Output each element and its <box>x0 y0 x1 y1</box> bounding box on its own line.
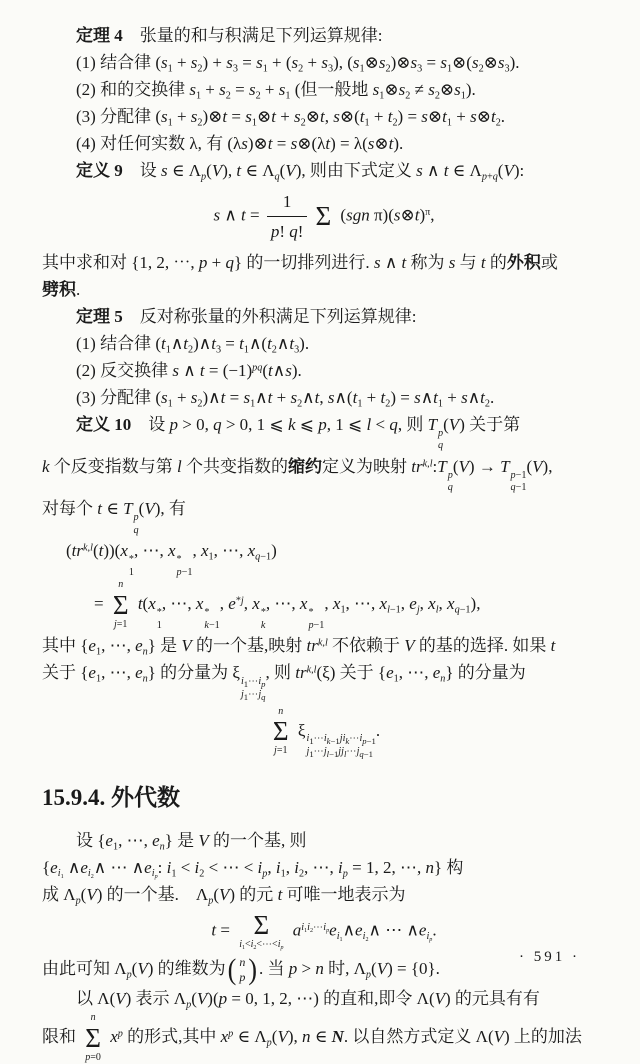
theorem-4-heading: 定理 4 张量的和与积满足下列运算规律: <box>76 26 383 45</box>
expansion-formula: t = Σ $i_1<i_2<\cdots<i_p$ $a^{i_1i_2\cdots i_p}e_{i_1}\wedge e_{i_2}\wedge$ ⋯ $\wedge e_{i_p}$. <box>211 909 437 951</box>
wedge-product-formula: s ∧ t = $\frac{1}{p! q!}$ Σ (sgn π)(s⊗t)$^\pi$, <box>42 188 606 245</box>
exterior-basis-line-2: {$e_{i_1}$ $\wedge e_{i_2}\wedge$ ⋯ $\wedge e_{i_p}$: $i_1 < i_2$ < ⋯ < $i_p$, $i_1$, $i_2$, ⋯, $i_p = 1$, 2, ⋯, n} 构 <box>42 857 464 881</box>
dimension-note: 由此可知 $\Lambda_p(V)$ 的维数为 ( n p ) . 当 p > n 时, $\Lambda_p(V) = \{0\}$. <box>42 952 440 987</box>
component-contraction-formula: n Σ j=1 ξ $i_1\cdots i_{k-1}ji_k\cdots i_{p-1}$ $j_1\cdots j_{l-1}jj_l\cdots j_{q-1}$ . <box>272 705 381 759</box>
theorem-4-rule-4: (4) 对任何实数 λ, 有 (λs)⊗t = s⊗(λt) = λ(s⊗t). <box>76 134 404 153</box>
page-number: · 591 · <box>519 949 580 965</box>
definition-10-line-1: 定义 10 设 p > 0, q > 0, 1 ⩽ k ⩽ p, 1 ⩽ l < q, 则 T p q (V) 关于第 <box>76 415 521 452</box>
theorem-5-heading: 定理 5 反对称张量的外积满足下列运算规律: <box>76 307 417 326</box>
exterior-basis-line-1: 设 {$e_1$, ⋯, $e_n$} 是 V 的一个基, 则 <box>76 830 307 853</box>
theorem-5-rule-3: (3) 分配律 ($s_1$ + $s_2)\wedge t$ = $s_1\wedge t$ + $s_2\wedge t$, $s\wedge(t_1 + t_2)$ = $s\wedge t_1$ + $s\wedge t_2$. <box>76 388 495 410</box>
theorem-5-rule-2: (2) 反交换律 s ∧ $t = (-1)^{pq}(t\wedge s)$. <box>76 361 302 380</box>
direct-sum-line-2: 限和 n Σ p=0 $x^p$ 的形式,其中 $x^p$ ∈ $\Lambda_p(V)$, n ∈ N. 以自然方式定义 Λ(V) 上的加法 <box>42 1012 582 1063</box>
theorem-5-rule-1: (1) 结合律 $(t_1\wedge t_2)\wedge t_3$ = $t_1\wedge(t_2\wedge t_3)$. <box>76 334 310 356</box>
wedge-note-line-2: 劈积. <box>42 280 81 299</box>
basis-independence-line-1: 其中 {$e_1$, ⋯, $e_n$} 是 V 的一个基,映射 tr$^{k,l}$ 不依赖于 V 的基的选择. 如果 t <box>42 636 556 659</box>
definition-9-heading: 定义 9 设 s ∈ $\Lambda_p(V)$, t ∈ $\Lambda_q(V)$, 则由下式定义 s ∧ t ∈ $\Lambda_{p+q}(V)$: <box>76 161 525 183</box>
theorem-4-rule-3: (3) 分配律 ($s_1$ + $s_2)\otimes t$ = $s_1\otimes t$ + $s_2\otimes t$, $s\otimes(t_1 + t_2)$ = $s\otimes t_1$ + $s\otimes t_2$. <box>76 107 506 129</box>
direct-sum-line-1: 以 Λ(V) 表示 $\Lambda_p(V)(p = 0$, 1, 2, ⋯) 的直和,即令 Λ(V) 的元具有有 <box>76 989 540 1011</box>
wedge-note-line-1: 其中求和对 {1, 2, ⋯, p + q} 的一切排列进行. s ∧ t 称为 s 与 t 的外积或 <box>42 253 558 272</box>
exterior-basis-line-3: 成 $\Lambda_p(V)$ 的一个基. $\Lambda_p(V)$ 的元 t 可唯一地表示为 <box>42 884 406 907</box>
contraction-formula-line-1: (tr$^{k,l}$(t))(x * 1 , ⋯, x * p−1 , $x_1$, ⋯, $x_{q-1}$) <box>66 541 277 578</box>
theorem-4-rule-2: (2) 和的交换律 $s_1 + s_2 = s_2 + s_1$ (但一般地 $s_1\otimes s_2$ ≠ $s_2\otimes s_1$). <box>76 80 476 102</box>
definition-10-line-2: k 个反变指数与第 l 个共变指数的缩约定义为映射 tr$^{k,l}$:T p q (V) → T p−1 q−1 (V), <box>42 457 553 494</box>
basis-independence-line-2: 关于 {$e_1$, ⋯, $e_n$} 的分量为 ξ $i_1\cdots i_p$ $j_1\cdots j_q$ , 则 tr$^{k,l}$(ξ) 关于 {$e_1$, ⋯, $e_n$} 的分量为 <box>42 663 526 702</box>
section-title: 15.9.4. 外代数 <box>42 784 180 810</box>
definition-10-line-3: 对每个 t ∈ T p q (V), 有 <box>42 499 186 536</box>
theorem-4-rule-1: (1) 结合律 $(s_1 + s_2) + s_3 = s_1 + (s_2 + s_3)$, $(s_1\otimes s_2)\otimes s_3$ = $s_1\otimes(s_2\otimes s_3)$. <box>76 53 520 75</box>
contraction-formula-line-2: = n Σ j=1 t(x * 1 , ⋯, x * k−1 , $e^{*j}$, x * k , ⋯, x * p−1 , $x_1$, ⋯, $x_{l-1}$, $e_j$, $x_l$, $x_{q-1}$), <box>94 579 481 631</box>
